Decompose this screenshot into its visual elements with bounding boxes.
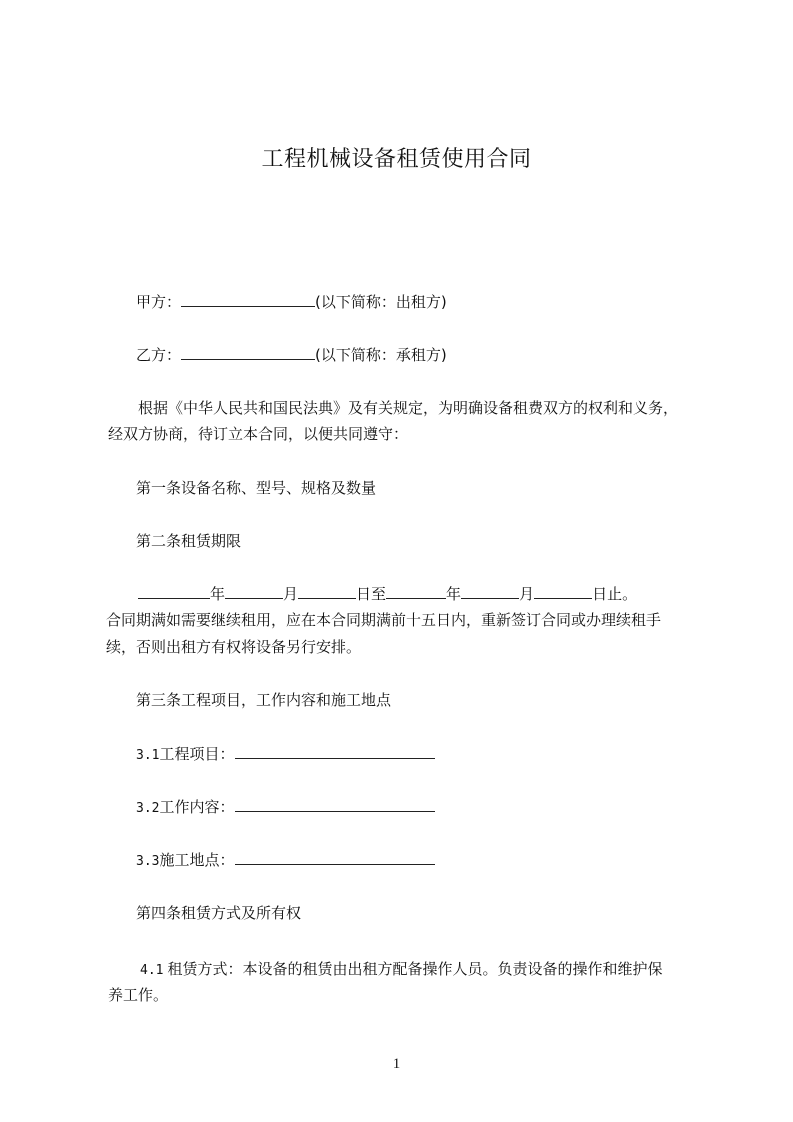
end-day-label: 日止。 xyxy=(592,585,638,603)
start-day-blank[interactable] xyxy=(298,584,356,599)
party-a-line xyxy=(0,292,793,311)
article-3-text: 第三条工程项目，工作内容和施工地点 xyxy=(136,691,392,709)
item-3-3-label: 施工地点： xyxy=(159,851,235,869)
item-3-1 xyxy=(0,744,793,765)
item-3-2-number: 3.2 xyxy=(136,801,160,816)
article-4-text: 第四条租赁方式及所有权 xyxy=(136,904,302,922)
start-day-label: 日至 xyxy=(356,585,387,603)
project-blank[interactable] xyxy=(235,744,435,759)
article-1-text: 第一条设备名称、型号、规格及数量 xyxy=(136,479,377,497)
article-1-heading xyxy=(0,479,793,497)
party-b-note: (以下简称：承租方) xyxy=(315,346,447,364)
start-year-blank[interactable] xyxy=(138,584,210,599)
start-month-blank[interactable] xyxy=(225,584,283,599)
article-2-line-2 xyxy=(0,611,793,629)
item-3-1-label: 工程项目： xyxy=(159,745,235,763)
end-month-blank[interactable] xyxy=(461,584,519,599)
item-3-2 xyxy=(0,797,793,818)
item-3-2-label: 工作内容： xyxy=(159,798,235,816)
article-4-heading xyxy=(0,904,793,922)
intro-line-2 xyxy=(0,425,793,443)
intro-line-1 xyxy=(0,399,793,417)
end-year-blank[interactable] xyxy=(386,584,446,599)
item-4-1-text-1: 租赁方式：本设备的租赁由出租方配备操作人员。负责设备的操作和维护保 xyxy=(167,960,663,978)
end-day-blank[interactable] xyxy=(534,584,592,599)
end-month-label: 月 xyxy=(519,585,535,603)
page-number: 1 xyxy=(392,1056,401,1072)
party-a-label: 甲方： xyxy=(136,293,182,311)
article-2-text: 第二条租赁期限 xyxy=(136,532,242,550)
party-b-label: 乙方： xyxy=(136,346,182,364)
start-year-label: 年 xyxy=(210,585,226,603)
item-3-1-number: 3.1 xyxy=(136,748,160,763)
start-month-label: 月 xyxy=(283,585,299,603)
article-2-line-3 xyxy=(0,638,793,656)
party-a-blank[interactable] xyxy=(181,292,315,307)
party-a-note: (以下简称：出租方) xyxy=(315,293,447,311)
article-2-text-2: 合同期满如需要继续租用，应在本合同期满前十五日内，重新签订合同或办理续租手 xyxy=(106,611,662,629)
item-4-1-text-2: 养工作。 xyxy=(108,986,169,1004)
item-3-3-number: 3.3 xyxy=(136,854,160,869)
item-4-1-line-2 xyxy=(0,986,793,1004)
party-b-line xyxy=(0,345,793,364)
intro-text-1: 根据《中华人民共和国民法典》及有关规定，为明确设备租费双方的权利和义务， xyxy=(138,399,679,417)
lease-period-line xyxy=(0,584,793,603)
site-blank[interactable] xyxy=(235,850,435,865)
end-year-label: 年 xyxy=(446,585,462,603)
intro-text-2: 经双方协商，待订立本合同，以便共同遵守： xyxy=(108,425,409,443)
item-3-3 xyxy=(0,850,793,871)
article-2-heading xyxy=(0,532,793,550)
item-4-1-line-1 xyxy=(0,960,793,980)
party-b-blank[interactable] xyxy=(181,345,315,360)
document-title: 工程机械设备租赁使用合同 xyxy=(261,147,532,172)
item-4-1-number: 4.1 xyxy=(140,963,164,978)
article-2-text-3: 续，否则出租方有权将设备另行安排。 xyxy=(106,638,362,656)
work-content-blank[interactable] xyxy=(235,797,435,812)
article-3-heading xyxy=(0,691,793,709)
